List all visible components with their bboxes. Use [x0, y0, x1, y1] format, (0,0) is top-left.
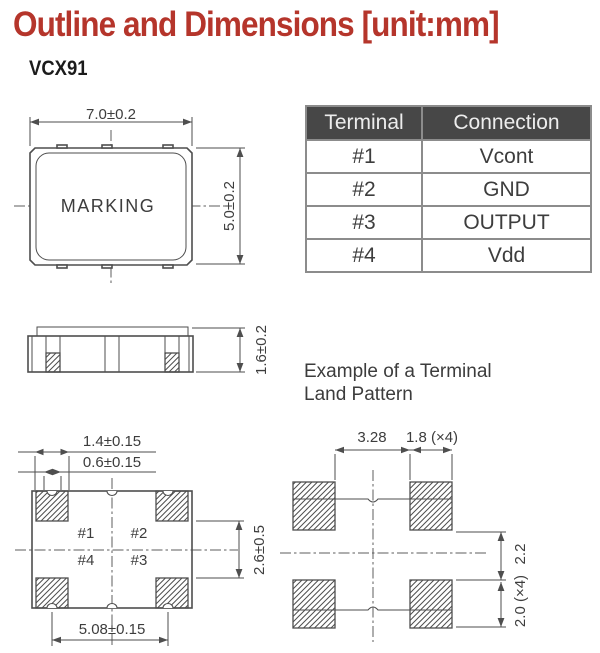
- land-pattern-drawing: [275, 420, 540, 653]
- top-view-drawing: [10, 100, 260, 290]
- table-row: [306, 206, 591, 239]
- bottom-pad-2: [156, 491, 188, 521]
- connection-cell: GND: [422, 173, 591, 206]
- land-pad: [410, 580, 452, 628]
- pad-label-2: #2: [130, 525, 148, 542]
- side-view-package-outline: [28, 327, 193, 372]
- col-header-terminal: Terminal: [306, 106, 422, 140]
- col-header-connection: Connection: [422, 106, 591, 140]
- land-pad-height-label: 2.0 (×4): [512, 574, 529, 628]
- bottom-view-drawing: [10, 420, 270, 653]
- pad-label-1: #1: [77, 525, 95, 542]
- marking-text: MARKING: [60, 196, 156, 216]
- top-view-width-label: 7.0±0.2: [86, 106, 136, 123]
- table-row: [306, 140, 591, 173]
- terminal-cell: #3: [306, 206, 422, 239]
- terminal-connection-table: [305, 105, 592, 273]
- side-view-drawing: [10, 300, 270, 395]
- table-row: [306, 239, 591, 272]
- side-view-thickness-label: 1.6±0.2: [253, 325, 270, 375]
- land-pad: [293, 482, 335, 530]
- vertical-gap-label: 2.2: [512, 543, 529, 565]
- land-pattern-right-dimensions: [456, 532, 529, 627]
- pad-gap-label: 2.6±0.5: [251, 525, 268, 575]
- table-row: [306, 173, 591, 206]
- terminal-cell: #4: [306, 239, 422, 272]
- terminal-cell: #1: [306, 140, 422, 173]
- land-pattern-caption: [304, 360, 492, 406]
- model-name: VCX91: [29, 57, 88, 80]
- inner-gap-label: 3.28: [357, 429, 387, 446]
- terminal-cell: #2: [306, 173, 422, 206]
- caption-line-1: Example of a Terminal: [304, 361, 492, 382]
- pad-label-3: #3: [130, 552, 148, 569]
- connection-cell: Vcont: [422, 140, 591, 173]
- table-header-row: [306, 106, 591, 140]
- side-terminal-pad: [165, 353, 179, 372]
- caption-line-2: Land Pattern: [304, 384, 413, 405]
- pad-inner-label: 0.6±0.15: [82, 454, 142, 471]
- top-view-height-dimension: [196, 148, 245, 264]
- side-terminal-pad: [46, 353, 60, 372]
- pad-label-4: #4: [77, 552, 95, 569]
- side-view-thickness-dimension: [192, 325, 270, 375]
- pad-width-label: 1.4±0.15: [82, 433, 142, 450]
- connection-cell: Vdd: [422, 239, 591, 272]
- top-view-height-label: 5.0±0.2: [221, 181, 238, 231]
- land-pad: [293, 580, 335, 628]
- bottom-pad-3: [156, 578, 188, 608]
- bottom-view-pad-inner-dimension: [18, 454, 156, 490]
- page-title: Outline and Dimensions [unit:mm]: [13, 5, 499, 44]
- land-pattern-top-dimensions: [335, 429, 458, 480]
- pad-pitch-label: 5.08±0.15: [78, 621, 146, 638]
- bottom-view-pad-pitch-dimension: [52, 612, 168, 646]
- land-pad: [410, 482, 452, 530]
- land-pad-width-label: 1.8 (×4): [405, 429, 459, 446]
- connection-cell: OUTPUT: [422, 206, 591, 239]
